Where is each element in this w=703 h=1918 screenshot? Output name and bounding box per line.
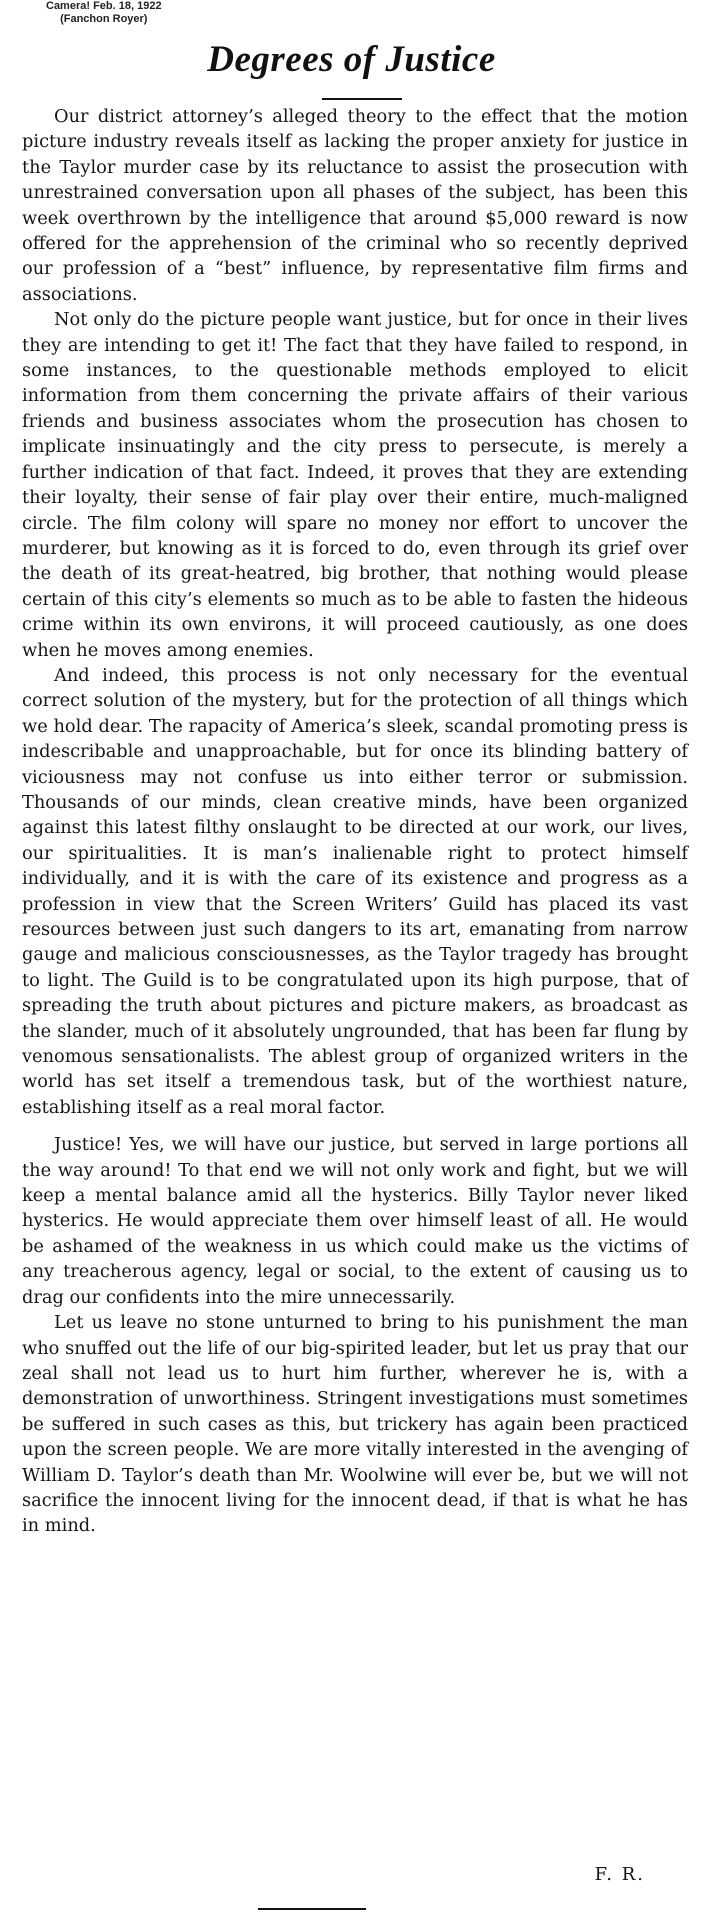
paragraph-5: Let us leave no stone unturned to bring to his punishment the man who snuffed out the life of our big-spirited leader, but let us pray that our zeal shall not lead us to hurt him further, wherever he is, with a demonstration of unworthiness. Stringent investigations must sometimes be suffered in such cases as this, but trickery has again been practiced upon the screen people. We are more vitally interested in the avenging of William D. Taylor’s death than Mr. Woolwine will ever be, but we will not sacrifice the innocent living for the innocent dead, if that is what he has in mind. (22, 1312, 688, 1537)
author-signature: F. R. (594, 1864, 645, 1885)
article-body (22, 104, 688, 1539)
paragraph-4: Justice! Yes, we will have our justice, but served in large portions all the way around! To that end we will not only work and fight, but we will keep a mental balance amid all the hysterics. Billy Taylor never liked hysterics. He would appreciate them over himself least of all. He would be ashamed of the weakness in us which could make us the victims of any treacherous agency, legal or social, to the extent of causing us to drag our confidents into the mire unnecessarily. (22, 1134, 688, 1308)
source-line-publication: Camera! Feb. 18, 1922 (46, 0, 162, 12)
article-title: Degrees of Justice (207, 39, 496, 80)
paragraph-3: And indeed, this process is not only necessary for the eventual correct solution of the mystery, but for the protection of all things which we hold dear. The rapacity of America’s sleek, scandal promoting press is indescribable and unapproachable, but for once its blinding battery of viciousness may not confuse us into either terror or submission. Thousands of our minds, clean creative minds, have been organized against this latest filthy onslaught to be directed at our work, our lives, our spiritualities. It is man’s inalienable right to protect himself individually, and it is with the care of its existence and progress as a profession in view that the Screen Writers’ Guild has placed its vast resources between just such dangers to its art, emanating from narrow gauge and malicious consciousnesses, as the Taylor tragedy has brought to light. The Guild is to be congratulated upon its high purpose, that of spreading the truth about pictures and picture makers, as broadcast as the slander, much of it absolutely ungrounded, that has been far flung by venomous sensationalists. The ablest group of organized writers in the world has set itself a tremendous task, but of the worthiest nature, establishing itself as a real moral factor. (22, 664, 688, 1118)
end-divider (258, 1908, 366, 1910)
title-divider (322, 98, 402, 100)
paragraph-2: Not only do the picture people want justice, but for once in their lives they are intending to get it! The fact that they have failed to respond, in some instances, to the questionable methods employed to elicit information from them concerning the private affairs of their various friends and business associates whom the prosecution has chosen to implicate insinuatingly and the city press to persecute, is merely a further indication of that fact. Indeed, it proves that they are extending their loyalty, their sense of fair play over their entire, much-maligned circle. The film colony will spare no money nor effort to uncover the murderer, but knowing as it is forced to do, even through its grief over the death of its great-heatred, big brother, that nothing would please certain of this city’s elements so much as to be able to fasten the hideous crime within its own environs, it will proceed cautiously, as one does when he moves among enemies. (22, 309, 688, 661)
source-citation (46, 0, 162, 26)
source-line-author: (Fanchon Royer) (60, 13, 148, 25)
paragraph-1: Our district attorney’s alleged theory to the effect that the motion picture industry reveals itself as lacking the proper anxiety for justice in the Taylor murder case by its reluctance to assist the prosecution with unrestrained conversation upon all phases of the subject, has been this week overthrown by the intelligence that around $5,000 reward is now offered for the apprehension of the criminal who so recently deprived our profession of a “best” influence, by representative film firms and associations. (22, 106, 688, 305)
